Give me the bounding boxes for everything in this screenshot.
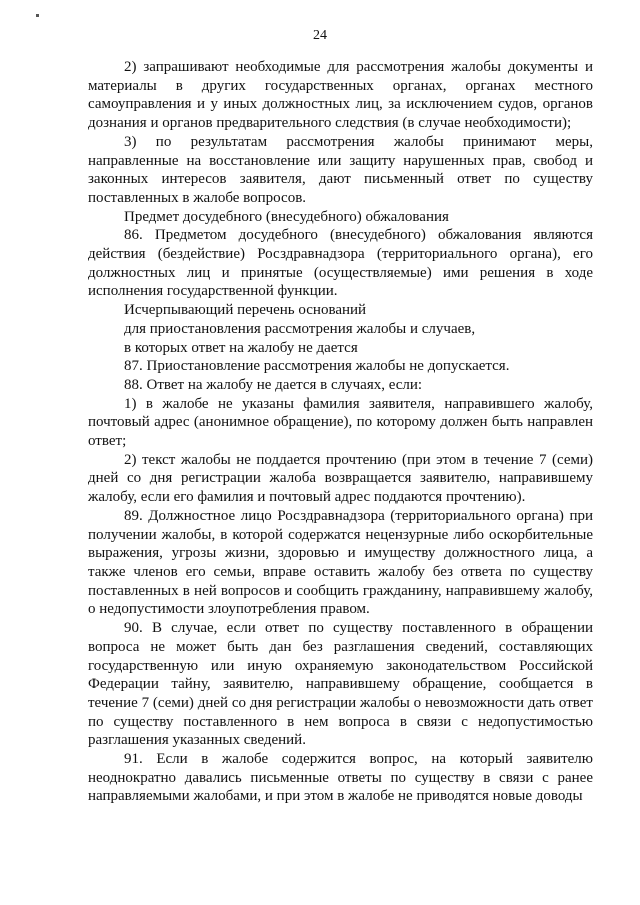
document-body [88,58,593,806]
heading-line-3: в которых ответ на жалобу не дается [124,339,358,356]
paragraph-86: 86. Предметом досудебного (внесудебного) обжалования являются действия (бездействие) Росздравнадзора (территориального органа), его должностных лиц и принятые (осуществляемые) ими решения в ходе исполнения государственной функции. [88,227,593,300]
paragraph-88-item-2: 2) текст жалобы не поддается прочтению (при этом в течение 7 (семи) дней со дня регистрации жалоба возвращается заявителю, направившему жалобу, если его фамилия и почтовый адрес поддаются прочтению). [88,451,593,506]
paragraph-87: 87. Приостановление рассмотрения жалобы не допускается. [124,358,510,375]
paragraph-88: 88. Ответ на жалобу не дается в случаях, если: [124,376,423,393]
scan-mark [36,14,39,17]
paragraph-89: 89. Должностное лицо Росздравнадзора (территориального органа) при получении жалобы, в которой содержатся нецензурные либо оскорбительные выражения, угрозы жизни, здоровью и имуществу должностного лица, а также членов его семьи, вправе оставить жалобу без ответа по существу поставленных в ней вопросов и сообщить гражданину, направившему жалобу, о недопустимости злоупотребления правом. [88,507,593,618]
heading-line-2: для приостановления рассмотрения жалобы и случаев, [124,320,476,337]
page-number: 24 [313,28,327,43]
section-heading-grounds-list [88,301,593,357]
heading-line-1: Исчерпывающий перечень оснований [124,302,367,319]
paragraph-item-3: 3) по результатам рассмотрения жалобы принимают меры, направленные на восстановление или защиту нарушенных прав, свобод и законных интересов заявителя, дают письменный ответ по существу поставленных в жалобе вопросов. [88,133,593,206]
paragraph-item-2: 2) запрашивают необходимые для рассмотрения жалобы документы и материалы в других государственных органах, органах местного самоуправления и у иных должностных лиц, за исключением судов, органов дознания и органов предварительного следствия (в случае необходимости); [88,59,593,132]
paragraph-88-item-1: 1) в жалобе не указаны фамилия заявителя, направившего жалобу, почтовый адрес (анонимное обращение), по которому должен быть направлен ответ; [88,395,593,450]
paragraph-90: 90. В случае, если ответ по существу поставленного в обращении вопроса не может быть дан без разглашения сведений, составляющих государственную или иную охраняемую законодательством Российской Федерации тайну, заявителю, направившему обращение, сообщается в течение 7 (семи) дней со дня регистрации жалобы о невозможности дать ответ по существу поставленного в нем вопроса в связи с недопустимостью разглашения указанных сведений. [88,620,593,749]
section-heading-appeal-subject: Предмет досудебного (внесудебного) обжалования [124,208,449,225]
paragraph-91: 91. Если в жалобе содержится вопрос, на который заявителю неоднократно давались письменные ответы по существу в связи с ранее направляемыми жалобами, и при этом в жалобе не приводятся новые доводы [88,751,593,805]
